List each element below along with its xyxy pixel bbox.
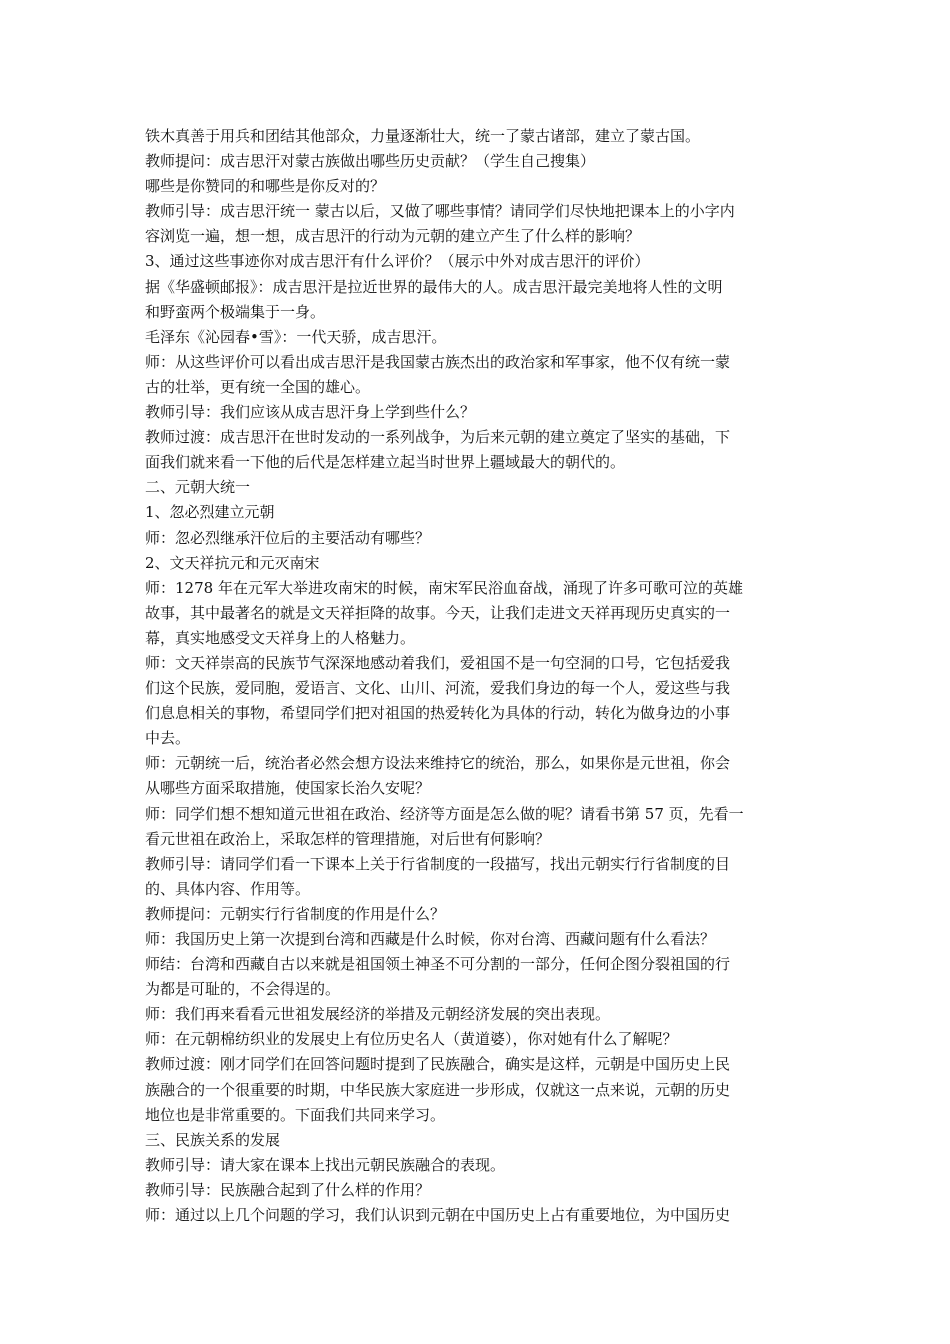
text-line: 看元世祖在政治上，采取怎样的管理措施，对后世有何影响？ <box>145 829 551 848</box>
text-line: 师：同学们想不想知道元世祖在政治、经济等方面是怎么做的呢？请看书第 57 页，先看一 <box>145 804 744 823</box>
text-line: 和野蛮两个极端集于一身。 <box>145 302 326 321</box>
text-line: 教师引导：请大家在课本上找出元朝民族融合的表现。 <box>145 1155 506 1174</box>
text-line: 的、具体内容、作用等。 <box>145 879 311 898</box>
text-line: 师结：台湾和西藏自古以来就是祖国领土神圣不可分割的一部分，任何企图分裂祖国的行 <box>145 955 731 974</box>
text-line: 教师引导：请同学们看一下课本上关于行省制度的一段描写，找出元朝实行行省制度的目 <box>145 854 731 873</box>
text-line: 毛泽东《沁园春•雪》：一代天骄，成吉思汗。 <box>145 327 447 346</box>
text-line: 师：通过以上几个问题的学习，我们认识到元朝在中国历史上占有重要地位，为中国历史 <box>145 1206 731 1225</box>
text-line: 据《华盛顿邮报》：成吉思汗是拉近世界的最伟大的人。成吉思汗最完美地将人性的文明 <box>145 277 723 296</box>
text-line: 铁木真善于用兵和团结其他部众，力量逐渐壮大，统一了蒙古诸部，建立了蒙古国。 <box>145 127 701 145</box>
text-line: 师：我国历史上第一次提到台湾和西藏是什么时候，你对台湾、西藏问题有什么看法？ <box>145 930 716 948</box>
text-line: 幕，真实地感受文天祥身上的人格魅力。 <box>145 628 416 647</box>
text-line: 师：忽必烈继承汗位后的主要活动有哪些？ <box>145 528 431 547</box>
subsection-heading: 2、文天祥抗元和元灭南宋 <box>145 553 320 572</box>
text-line: 师：文天祥崇高的民族节气深深地感动着我们，爱祖国不是一句空洞的口号，它包括爱我 <box>145 653 731 672</box>
section-heading: 三、民族关系的发展 <box>145 1130 281 1149</box>
text-line: 教师引导：我们应该从成吉思汗身上学到些什么？ <box>145 403 476 422</box>
text-line: 从哪些方面采取措施，使国家长治久安呢？ <box>145 779 431 798</box>
text-line: 教师过渡：成吉思汗在世时发动的一系列战争，为后来元朝的建立奠定了坚实的基础，下 <box>145 428 731 447</box>
text-line: 师：在元朝棉纺织业的发展史上有位历史名人（黄道婆），你对她有什么了解呢？ <box>145 1030 678 1049</box>
text-line: 中去。 <box>145 729 191 748</box>
text-line: 师：1278 年在元军大举进攻南宋的时候，南宋军民浴血奋战，涌现了许多可歌可泣的英雄 <box>145 578 743 597</box>
text-line: 师：从这些评价可以看出成吉思汗是我国蒙古族杰出的政治家和军事家，他不仅有统一蒙 <box>145 352 731 371</box>
text-line: 容浏览一遍，想一想，成吉思汗的行动为元朝的建立产生了什么样的影响？ <box>145 227 641 246</box>
section-heading: 二、元朝大统一 <box>145 478 251 497</box>
text-line: 教师引导：成吉思汗统一 蒙古以后，又做了哪些事情？请同学们尽快地把课本上的小字内 <box>145 202 735 221</box>
text-line: 师：我们再来看看元世祖发展经济的举措及元朝经济发展的突出表现。 <box>145 1005 611 1024</box>
text-line: 为都是可耻的，不会得逞的。 <box>145 980 341 999</box>
text-line: 哪些是你赞同的和哪些是你反对的？ <box>145 177 386 196</box>
text-line: 教师提问：元朝实行行省制度的作用是什么？ <box>145 904 446 923</box>
text-line: 地位也是非常重要的。下面我们共同来学习。 <box>145 1105 446 1124</box>
text-line: 教师引导：民族融合起到了什么样的作用？ <box>145 1180 431 1199</box>
text-line: 3、通过这些事迹你对成吉思汗有什么评价？（展示中外对成吉思汗的评价） <box>145 252 650 271</box>
text-line: 面我们就来看一下他的后代是怎样建立起当时世界上疆域最大的朝代的。 <box>145 453 626 472</box>
text-line: 教师过渡：刚才同学们在回答问题时提到了民族融合，确实是这样，元朝是中国历史上民 <box>145 1055 731 1074</box>
text-line: 师：元朝统一后，统治者必然会想方设法来维持它的统治，那么，如果你是元世祖，你会 <box>145 754 731 773</box>
text-line: 教师提问：成吉思汗对蒙古族做出哪些历史贡献？（学生自己搜集） <box>145 152 596 171</box>
text-line: 族融合的一个很重要的时期，中华民族大家庭进一步形成，仅就这一点来说，元朝的历史 <box>145 1080 731 1099</box>
text-line: 们这个民族，爱同胞，爱语言、文化、山川、河流，爱我们身边的每一个人，爱这些与我 <box>145 679 731 698</box>
subsection-heading: 1、忽必烈建立元朝 <box>145 503 275 522</box>
document-page <box>145 124 810 1228</box>
text-line: 古的壮举，更有统一全国的雄心。 <box>145 377 371 396</box>
text-line: 故事，其中最著名的就是文天祥拒降的故事。今天，让我们走进文天祥再现历史真实的一 <box>145 603 731 622</box>
text-line: 们息息相关的事物，希望同学们把对祖国的热爱转化为具体的行动，转化为做身边的小事 <box>145 704 731 723</box>
